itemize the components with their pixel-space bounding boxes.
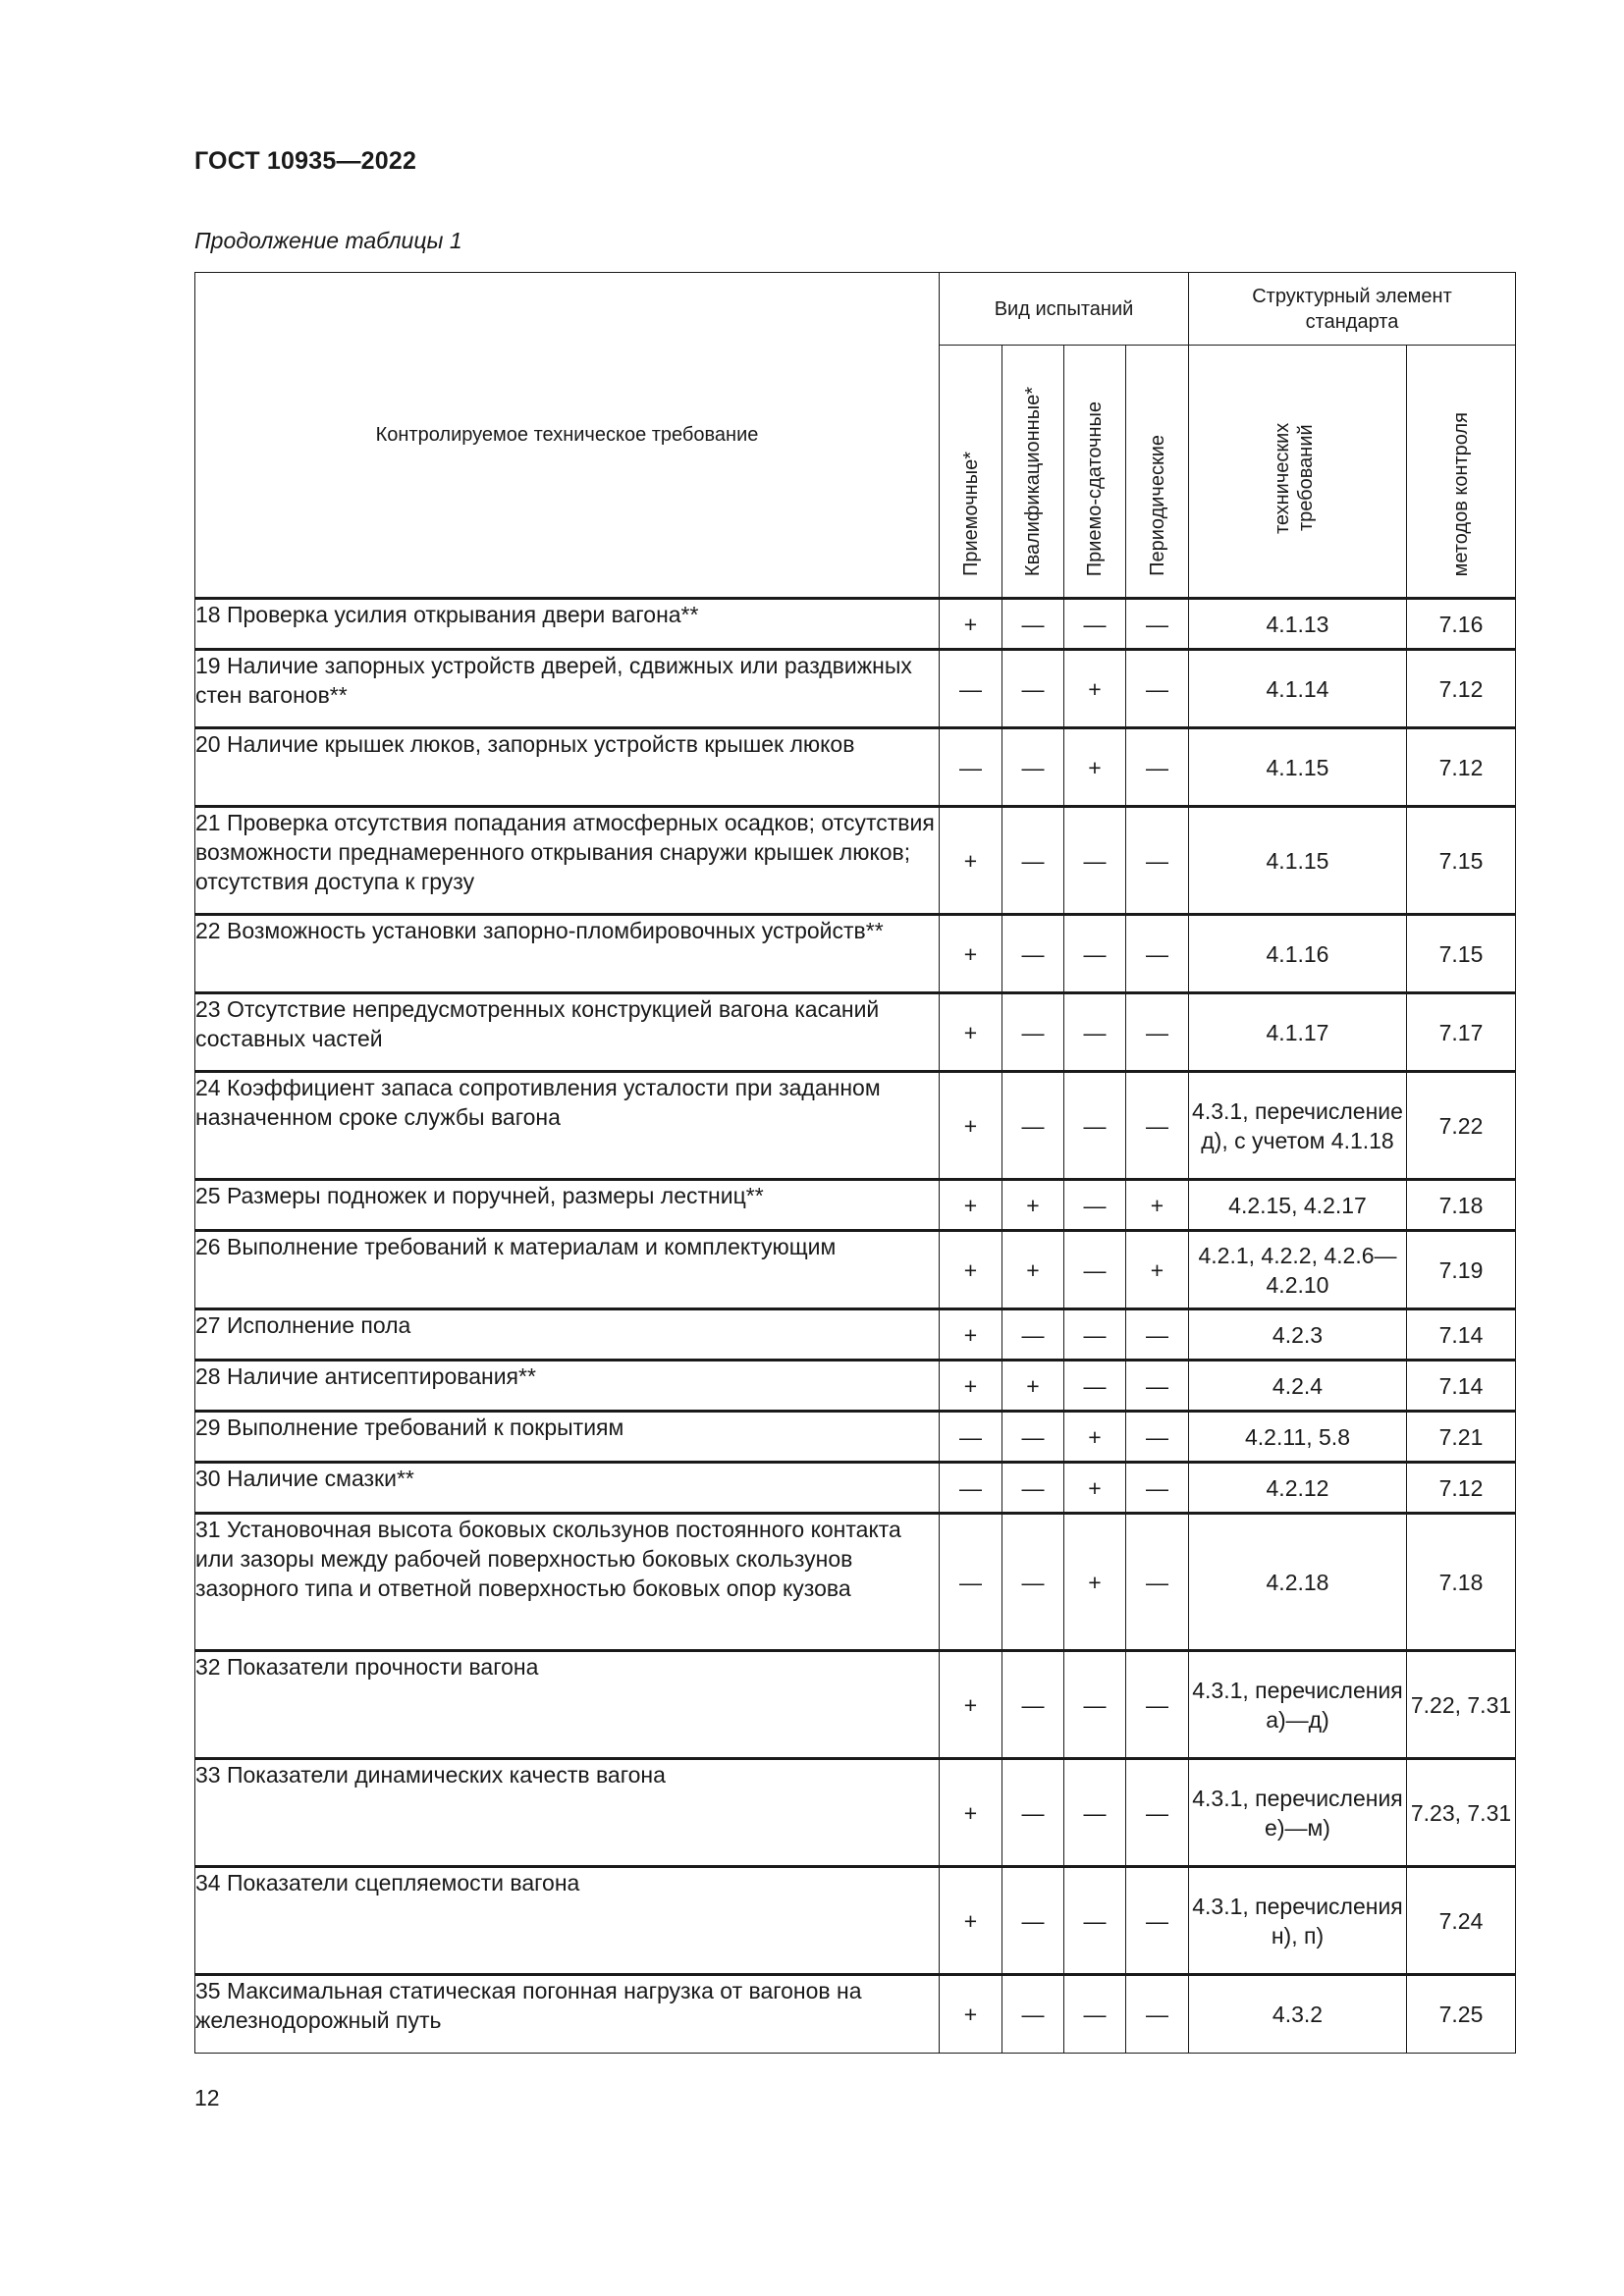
- header-test-periodic: Периодические: [1126, 346, 1189, 599]
- tech-requirement-ref: 4.2.18: [1189, 1514, 1407, 1651]
- test-mark-cell: —: [940, 1412, 1002, 1463]
- control-method-ref: 7.12: [1407, 1463, 1516, 1514]
- test-mark-cell: +: [940, 1309, 1002, 1361]
- test-mark-cell: —: [1002, 1759, 1064, 1867]
- control-method-ref: 7.23, 7.31: [1407, 1759, 1516, 1867]
- test-mark-cell: —: [1002, 807, 1064, 915]
- test-mark-cell: +: [940, 1867, 1002, 1975]
- table-row: [195, 650, 1516, 728]
- header-test-acceptance: Приемочные*: [940, 346, 1002, 599]
- tech-requirement-ref: 4.2.3: [1189, 1309, 1407, 1361]
- table-caption: Продолжение таблицы 1: [194, 228, 462, 253]
- test-mark-cell: —: [1126, 993, 1189, 1072]
- tech-requirement-ref: 4.3.1, перечисление д), с учетом 4.1.18: [1189, 1072, 1407, 1180]
- requirement-cell: 27 Исполнение пола: [195, 1309, 940, 1361]
- table-row: [195, 1072, 1516, 1180]
- test-mark-cell: —: [1002, 1309, 1064, 1361]
- requirement-cell: 23 Отсутствие непредусмотренных конструкцией вагона касаний составных частей: [195, 993, 940, 1072]
- test-mark-cell: —: [1126, 1072, 1189, 1180]
- tech-requirement-ref: 4.2.11, 5.8: [1189, 1412, 1407, 1463]
- test-mark-cell: +: [1064, 650, 1126, 728]
- requirement-cell: 33 Показатели динамических качеств вагона: [195, 1759, 940, 1867]
- requirement-cell: 31 Установочная высота боковых скользунов постоянного контакта или зазоры между рабочей поверхностью боковых скользунов зазорного типа и ответной поверхностью боковых опор кузова: [195, 1514, 940, 1651]
- header-test-delivery: Приемо-сдаточные: [1064, 346, 1126, 599]
- requirement-cell: 25 Размеры подножек и поручней, размеры лестниц**: [195, 1180, 940, 1231]
- table-row: [195, 1514, 1516, 1651]
- test-mark-cell: —: [1126, 807, 1189, 915]
- test-mark-cell: +: [940, 599, 1002, 650]
- control-method-ref: 7.14: [1407, 1309, 1516, 1361]
- control-method-ref: 7.17: [1407, 993, 1516, 1072]
- test-mark-cell: +: [940, 1072, 1002, 1180]
- test-mark-cell: —: [940, 728, 1002, 807]
- test-mark-cell: —: [1002, 993, 1064, 1072]
- test-mark-cell: +: [940, 807, 1002, 915]
- test-mark-cell: —: [940, 1463, 1002, 1514]
- test-mark-cell: +: [1064, 1514, 1126, 1651]
- test-mark-cell: +: [940, 1361, 1002, 1412]
- tech-requirement-ref: 4.2.1, 4.2.2, 4.2.6—4.2.10: [1189, 1231, 1407, 1309]
- test-mark-cell: —: [1002, 728, 1064, 807]
- test-mark-cell: —: [1126, 1651, 1189, 1759]
- tech-requirement-ref: 4.1.15: [1189, 728, 1407, 807]
- test-mark-cell: —: [1064, 1759, 1126, 1867]
- test-mark-cell: —: [1126, 1867, 1189, 1975]
- control-method-ref: 7.22, 7.31: [1407, 1651, 1516, 1759]
- test-mark-cell: —: [1002, 1975, 1064, 2054]
- requirements-table: [194, 272, 1516, 2054]
- requirement-cell: 28 Наличие антисептирования**: [195, 1361, 940, 1412]
- test-mark-cell: —: [1126, 1361, 1189, 1412]
- table-row: [195, 728, 1516, 807]
- table-row: [195, 1975, 1516, 2054]
- requirement-cell: 20 Наличие крышек люков, запорных устройств крышек люков: [195, 728, 940, 807]
- table-row: [195, 1651, 1516, 1759]
- test-mark-cell: —: [1002, 1514, 1064, 1651]
- requirement-cell: 18 Проверка усилия открывания двери вагона**: [195, 599, 940, 650]
- test-mark-cell: —: [1126, 1412, 1189, 1463]
- test-mark-cell: —: [1064, 1651, 1126, 1759]
- table-row: [195, 1412, 1516, 1463]
- requirement-cell: 21 Проверка отсутствия попадания атмосферных осадков; отсутствия возможности преднамеренного открывания снаружи крышек люков; отсутствия доступа к грузу: [195, 807, 940, 915]
- control-method-ref: 7.15: [1407, 807, 1516, 915]
- table-row: [195, 1463, 1516, 1514]
- test-mark-cell: —: [1126, 650, 1189, 728]
- test-mark-cell: —: [1064, 993, 1126, 1072]
- tech-requirement-ref: 4.2.4: [1189, 1361, 1407, 1412]
- test-mark-cell: —: [1002, 1651, 1064, 1759]
- tech-requirement-ref: 4.3.1, перечисления а)—д): [1189, 1651, 1407, 1759]
- test-mark-cell: +: [1002, 1231, 1064, 1309]
- header-test-types: Вид испытаний: [940, 273, 1189, 346]
- test-mark-cell: —: [940, 1514, 1002, 1651]
- test-mark-cell: —: [1126, 728, 1189, 807]
- table-row: [195, 1231, 1516, 1309]
- test-mark-cell: —: [1064, 807, 1126, 915]
- requirement-cell: 24 Коэффициент запаса сопротивления усталости при заданном назначенном сроке службы вагона: [195, 1072, 940, 1180]
- control-method-ref: 7.18: [1407, 1180, 1516, 1231]
- test-mark-cell: +: [1002, 1361, 1064, 1412]
- tech-requirement-ref: 4.2.15, 4.2.17: [1189, 1180, 1407, 1231]
- table-row: [195, 1180, 1516, 1231]
- control-method-ref: 7.12: [1407, 728, 1516, 807]
- test-mark-cell: +: [940, 1975, 1002, 2054]
- test-mark-cell: +: [940, 993, 1002, 1072]
- requirement-cell: 26 Выполнение требований к материалам и комплектующим: [195, 1231, 940, 1309]
- test-mark-cell: —: [1126, 1759, 1189, 1867]
- tech-requirement-ref: 4.1.13: [1189, 599, 1407, 650]
- test-mark-cell: —: [1064, 1072, 1126, 1180]
- test-mark-cell: —: [1064, 599, 1126, 650]
- control-method-ref: 7.18: [1407, 1514, 1516, 1651]
- test-mark-cell: —: [1002, 1412, 1064, 1463]
- control-method-ref: 7.16: [1407, 599, 1516, 650]
- test-mark-cell: —: [1002, 599, 1064, 650]
- header-control-methods: методов контроля: [1407, 346, 1516, 599]
- test-mark-cell: +: [940, 1759, 1002, 1867]
- requirement-cell: 32 Показатели прочности вагона: [195, 1651, 940, 1759]
- test-mark-cell: +: [1126, 1180, 1189, 1231]
- header-test-qualification: Квалификационные*: [1002, 346, 1064, 599]
- test-mark-cell: —: [1126, 599, 1189, 650]
- test-mark-cell: —: [1002, 1867, 1064, 1975]
- test-mark-cell: —: [1002, 650, 1064, 728]
- table-row: [195, 807, 1516, 915]
- document-header: ГОСТ 10935—2022: [194, 147, 417, 175]
- test-mark-cell: +: [940, 1651, 1002, 1759]
- tech-requirement-ref: 4.1.17: [1189, 993, 1407, 1072]
- table-row: [195, 1361, 1516, 1412]
- control-method-ref: 7.15: [1407, 915, 1516, 993]
- tech-requirement-ref: 4.2.12: [1189, 1463, 1407, 1514]
- test-mark-cell: —: [1126, 1463, 1189, 1514]
- table-row: [195, 599, 1516, 650]
- control-method-ref: 7.12: [1407, 650, 1516, 728]
- test-mark-cell: —: [1126, 1309, 1189, 1361]
- table-row: [195, 1759, 1516, 1867]
- test-mark-cell: —: [1126, 915, 1189, 993]
- requirement-cell: 22 Возможность установки запорно-пломбировочных устройств**: [195, 915, 940, 993]
- test-mark-cell: —: [1002, 1463, 1064, 1514]
- test-mark-cell: —: [1002, 1072, 1064, 1180]
- tech-requirement-ref: 4.1.14: [1189, 650, 1407, 728]
- test-mark-cell: +: [940, 915, 1002, 993]
- page-number: 12: [194, 2085, 220, 2110]
- test-mark-cell: —: [1064, 1975, 1126, 2054]
- control-method-ref: 7.25: [1407, 1975, 1516, 2054]
- test-mark-cell: +: [1002, 1180, 1064, 1231]
- test-mark-cell: —: [1126, 1975, 1189, 2054]
- table-row: [195, 993, 1516, 1072]
- table-row: [195, 915, 1516, 993]
- test-mark-cell: —: [1002, 915, 1064, 993]
- header-tech-requirements: технических требований: [1189, 346, 1407, 599]
- requirement-cell: 29 Выполнение требований к покрытиям: [195, 1412, 940, 1463]
- table-body: [195, 599, 1516, 2054]
- tech-requirement-ref: 4.3.1, перечисления е)—м): [1189, 1759, 1407, 1867]
- test-mark-cell: —: [1064, 1180, 1126, 1231]
- test-mark-cell: —: [1064, 1867, 1126, 1975]
- test-mark-cell: —: [1064, 1309, 1126, 1361]
- control-method-ref: 7.19: [1407, 1231, 1516, 1309]
- test-mark-cell: —: [1126, 1514, 1189, 1651]
- requirement-cell: 30 Наличие смазки**: [195, 1463, 940, 1514]
- test-mark-cell: +: [940, 1180, 1002, 1231]
- test-mark-cell: —: [1064, 915, 1126, 993]
- table-row: [195, 1867, 1516, 1975]
- control-method-ref: 7.21: [1407, 1412, 1516, 1463]
- tech-requirement-ref: 4.3.2: [1189, 1975, 1407, 2054]
- test-mark-cell: +: [940, 1231, 1002, 1309]
- test-mark-cell: —: [1064, 1231, 1126, 1309]
- test-mark-cell: +: [1126, 1231, 1189, 1309]
- test-mark-cell: +: [1064, 1412, 1126, 1463]
- control-method-ref: 7.14: [1407, 1361, 1516, 1412]
- table-row: [195, 1309, 1516, 1361]
- requirement-cell: 34 Показатели сцепляемости вагона: [195, 1867, 940, 1975]
- tech-requirement-ref: 4.3.1, перечисления н), п): [1189, 1867, 1407, 1975]
- test-mark-cell: +: [1064, 728, 1126, 807]
- header-requirement: Контролируемое техническое требование: [195, 273, 940, 599]
- tech-requirement-ref: 4.1.16: [1189, 915, 1407, 993]
- header-structural-element: Структурный элемент стандарта: [1189, 273, 1516, 346]
- requirement-cell: 19 Наличие запорных устройств дверей, сдвижных или раздвижных стен вагонов**: [195, 650, 940, 728]
- test-mark-cell: —: [1064, 1361, 1126, 1412]
- control-method-ref: 7.24: [1407, 1867, 1516, 1975]
- test-mark-cell: +: [1064, 1463, 1126, 1514]
- control-method-ref: 7.22: [1407, 1072, 1516, 1180]
- requirement-cell: 35 Максимальная статическая погонная нагрузка от вагонов на железнодорожный путь: [195, 1975, 940, 2054]
- tech-requirement-ref: 4.1.15: [1189, 807, 1407, 915]
- test-mark-cell: —: [940, 650, 1002, 728]
